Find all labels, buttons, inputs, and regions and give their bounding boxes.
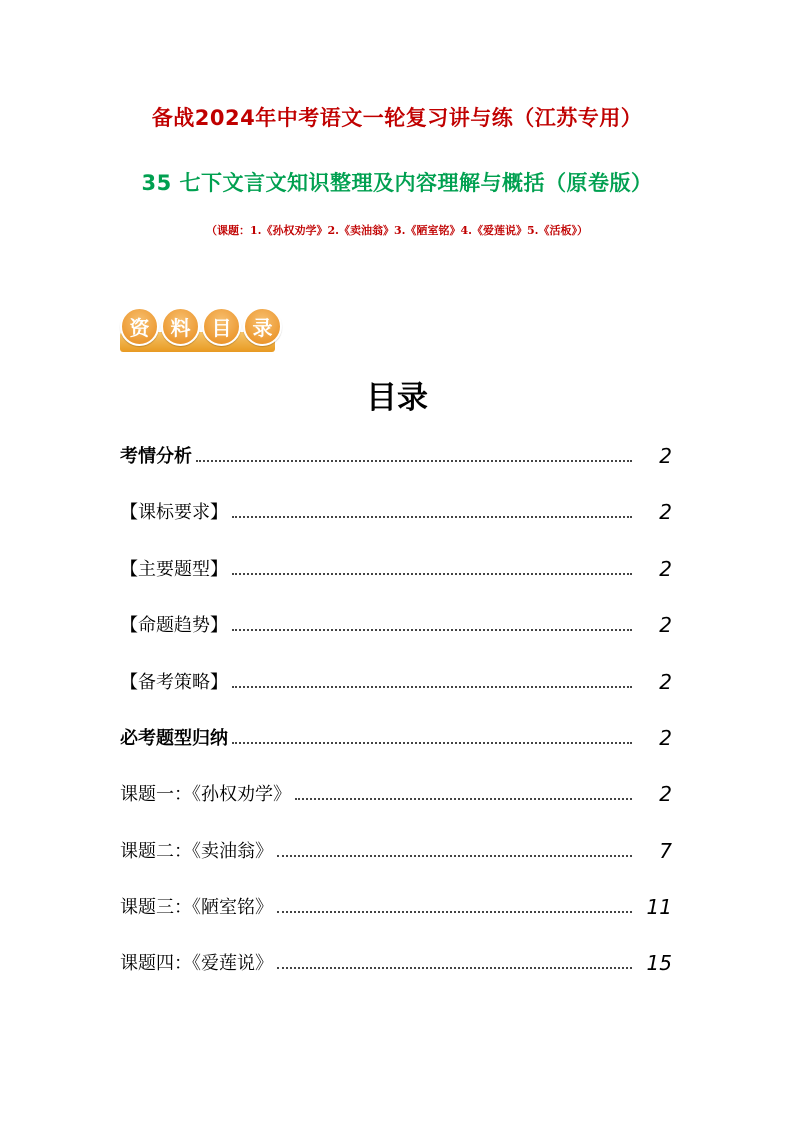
document-subtitle: 35 七下文言文知识整理及内容理解与概括（原卷版）	[141, 171, 653, 195]
toc-entry[interactable]	[120, 722, 672, 750]
catalog-badge	[120, 307, 275, 352]
toc-leader-dots	[232, 516, 632, 518]
toc-entry[interactable]	[120, 609, 672, 637]
toc-heading: 目录	[366, 380, 428, 416]
toc-entry-page: 2	[659, 726, 672, 750]
badge-char: 录	[243, 307, 282, 346]
toc-entry-page: 2	[659, 557, 672, 581]
toc-entry-page: 11	[646, 895, 672, 919]
toc-leader-dots	[277, 855, 632, 857]
toc-leader-dots	[232, 742, 632, 744]
toc-entry[interactable]	[120, 835, 672, 863]
badge-char: 资	[120, 307, 159, 346]
toc-entry-label: 必考题型归纳	[120, 728, 228, 749]
toc-entry[interactable]	[120, 778, 672, 806]
document-title: 备战2024年中考语文一轮复习讲与练（江苏专用）	[151, 106, 643, 130]
toc-entry-page: 2	[659, 782, 672, 806]
toc-entry[interactable]	[120, 553, 672, 581]
badge-char: 料	[161, 307, 200, 346]
lessons-note: （课题：1.《孙权劝学》2.《卖油翁》3.《陋室铭》4.《爱莲说》5.《活板》）	[206, 224, 588, 237]
toc-entry-page: 2	[659, 500, 672, 524]
toc-entry-label: 考情分析	[120, 446, 192, 467]
toc-leader-dots	[232, 686, 632, 688]
toc-entry-page: 7	[659, 839, 672, 863]
toc-leader-dots	[277, 967, 632, 969]
toc-leader-dots	[295, 798, 632, 800]
toc-entry[interactable]	[120, 440, 672, 468]
badge-char: 目	[202, 307, 241, 346]
toc-entry[interactable]	[120, 891, 672, 919]
toc-entry-label: 【课标要求】	[120, 502, 228, 523]
toc-entry-label: 课题三：《陋室铭》	[120, 897, 273, 918]
toc-entry-label: 【备考策略】	[120, 672, 228, 693]
toc-entry-label: 课题四：《爱莲说》	[120, 953, 273, 974]
toc-entry-label: 【主要题型】	[120, 559, 228, 580]
toc-entry-label: 课题一：《孙权劝学》	[120, 784, 291, 805]
toc-leader-dots	[196, 460, 632, 462]
toc-entry-page: 15	[646, 951, 672, 975]
toc-entry-page: 2	[659, 670, 672, 694]
toc-entry-label: 【命题趋势】	[120, 615, 228, 636]
toc-entry[interactable]	[120, 947, 672, 975]
toc-leader-dots	[232, 629, 632, 631]
toc-entry-page: 2	[659, 444, 672, 468]
toc-entry[interactable]	[120, 666, 672, 694]
toc-entry-label: 课题二：《卖油翁》	[120, 841, 273, 862]
toc-leader-dots	[277, 911, 632, 913]
toc-leader-dots	[232, 573, 632, 575]
toc-entry-page: 2	[659, 613, 672, 637]
toc-entry[interactable]	[120, 496, 672, 524]
